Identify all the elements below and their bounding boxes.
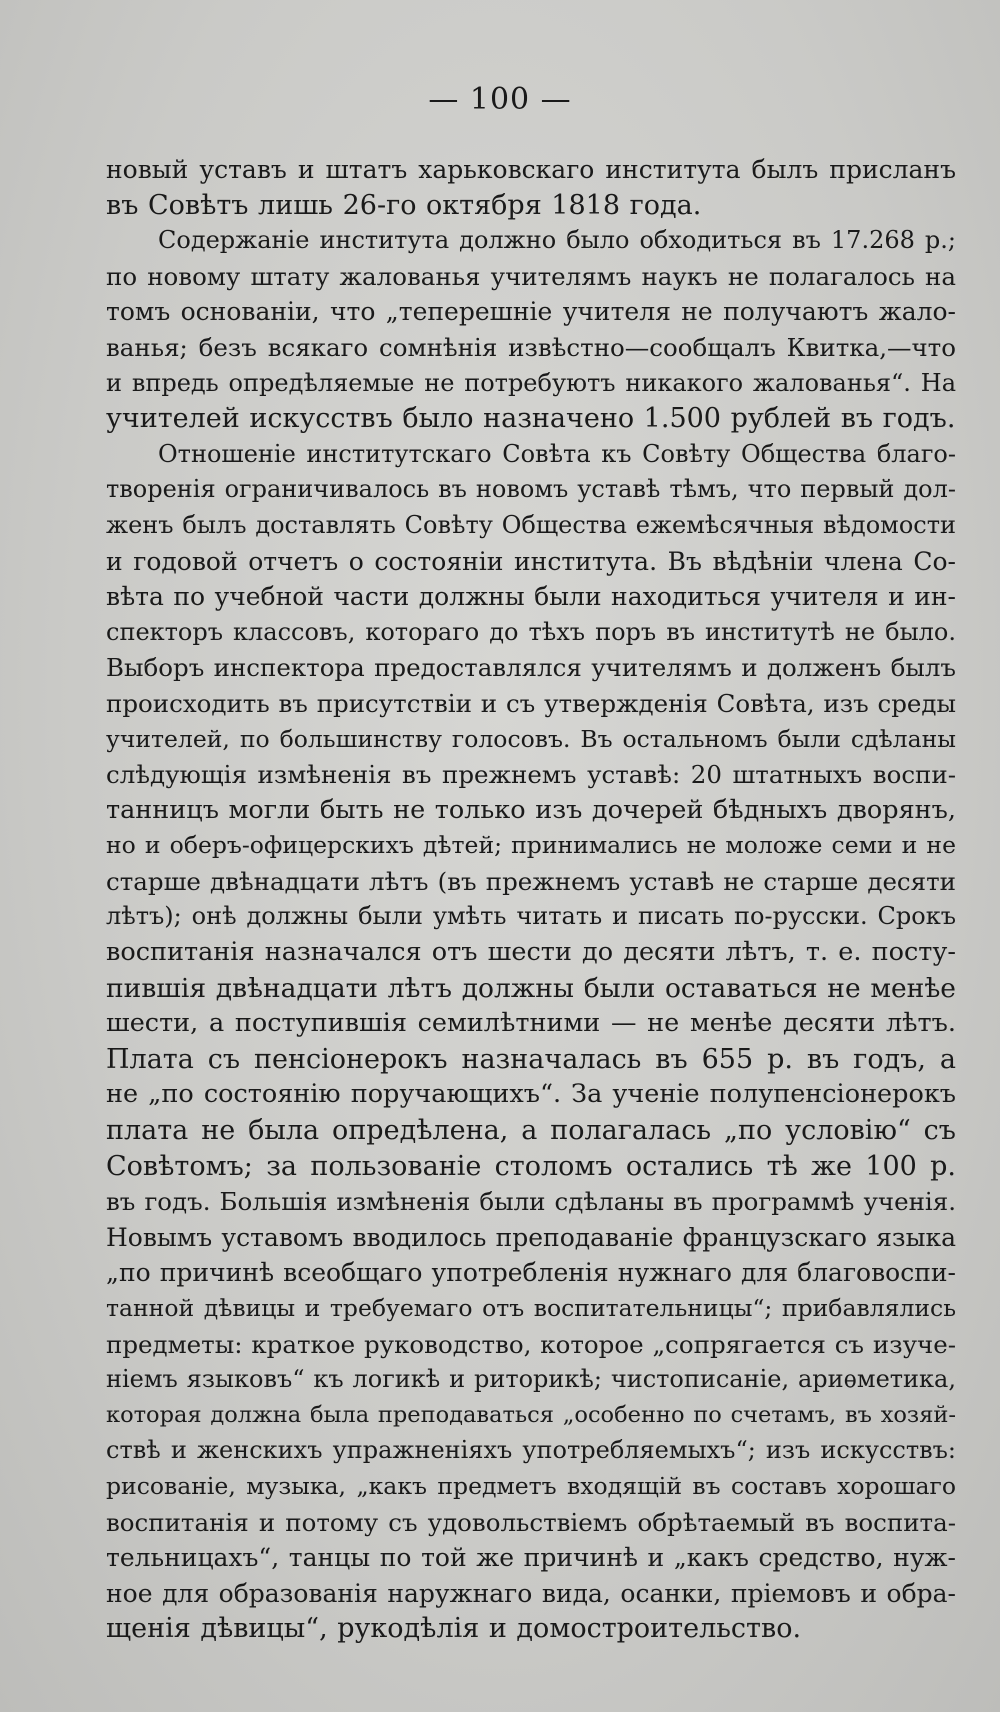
text-line: шести, а поступившія семилѣтними — не менѣе десяти лѣтъ.: [106, 1008, 956, 1039]
text-line: и годовой отчетъ о состояніи института. Въ вѣдѣніи члена Со-: [106, 546, 956, 576]
text-line: Плата съ пенсіонерокъ назначалась въ 655 р. въ годъ, а: [106, 1043, 956, 1075]
text-line: старше двѣнадцати лѣтъ (въ прежнемъ уставѣ не старше десяти: [106, 866, 956, 896]
page-number: — 100 —: [428, 82, 572, 117]
text-line: ствѣ и женскихъ упражненіяхъ употребляемыхъ“; изъ искусствъ:: [106, 1436, 956, 1465]
text-line: которая должна была преподаваться „особенно по счетамъ, въ хозяй-: [106, 1401, 956, 1428]
text-line: предметы: краткое руководство, которое „сопрягается съ изуче-: [106, 1329, 956, 1359]
text-line: томъ основаніи, что „теперешніе учителя не получаютъ жало-: [106, 297, 956, 327]
text-line: плата не была опредѣлена, а полагалась „по условію“ съ: [106, 1115, 956, 1147]
text-line: спекторъ классовъ, котораго до тѣхъ поръ въ институтѣ не было.: [106, 617, 956, 646]
text-line: Содержаніе института должно было обходиться въ 17.268 р.;: [158, 226, 956, 255]
text-line: въ Совѣтъ лишь 26-го октября 1818 года.: [106, 189, 702, 221]
text-line: и впредь опредѣляемые не потребуютъ никакого жалованья“. На: [106, 368, 956, 397]
text-line: воспитанія назначался отъ шести до десяти лѣтъ, т. е. посту-: [106, 937, 956, 968]
text-line: Совѣтомъ; за пользованіе столомъ остались тѣ же 100 р.: [106, 1150, 956, 1182]
text-line: учителей, по большинству голосовъ. Въ остальномъ были сдѣланы: [106, 724, 956, 753]
text-line: „по причинѣ всеобщаго употребленія нужнаго для благовоспи-: [106, 1258, 956, 1288]
text-line: въ годъ. Большія измѣненія были сдѣланы въ программѣ ученія.: [106, 1187, 956, 1217]
body-text: [106, 152, 956, 1647]
text-line: тельницахъ“, танцы по той же причинѣ и „какъ средство, нуж-: [106, 1543, 956, 1573]
text-line: Отношеніе институтскаго Совѣта къ Совѣту Общества благо-: [158, 439, 956, 468]
text-line: по новому штату жалованья учителямъ наукъ не полагалось на: [106, 261, 956, 291]
text-line: воспитанія и потому съ удовольствіемъ обрѣтаемый въ воспита-: [106, 1507, 956, 1537]
text-line: Новымъ уставомъ вводилось преподаваніе французскаго языка: [106, 1222, 956, 1252]
text-line: ное для образованія наружнаго вида, осанки, пріемовъ и обра-: [106, 1578, 956, 1608]
text-line: учителей искусствъ было назначено 1.500 рублей въ годъ.: [106, 403, 956, 435]
text-line: щенія дѣвицы“, рукодѣлія и домостроительство.: [106, 1613, 802, 1645]
text-line: новый уставъ и штатъ харьковскаго института былъ присланъ: [106, 155, 956, 184]
text-line: ніемъ языковъ“ къ логикѣ и риторикѣ; чистописаніе, ариѳметика,: [106, 1365, 956, 1394]
text-line: пившія двѣнадцати лѣтъ должны были оставаться не менѣе: [106, 972, 956, 1004]
text-line: слѣдующія измѣненія въ прежнемъ уставѣ: 20 штатныхъ воспи-: [106, 760, 956, 790]
text-line: танницъ могли быть не только изъ дочерей бѣдныхъ дворянъ,: [106, 794, 956, 825]
text-line: творенія ограничивалось въ новомъ уставѣ тѣмъ, что первый дол-: [106, 475, 956, 504]
text-line: рисованіе, музыка, „какъ предметъ входящій въ составъ хорошаго: [106, 1471, 956, 1500]
text-line: танной дѣвицы и требуемаго отъ воспитательницы“; прибавлялись: [106, 1294, 956, 1322]
text-line: лѣтъ); онѣ должны были умѣть читать и писать по-русски. Срокъ: [106, 902, 956, 931]
text-line: происходить въ присутствіи и съ утвержденія Совѣта, изъ среды: [106, 688, 956, 718]
text-line: не „по состоянію поручающихъ“. За ученіе полупенсіонерокъ: [106, 1079, 956, 1110]
text-line: ванья; безъ всякаго сомнѣнія извѣстно—сообщалъ Квитка,—что: [106, 332, 956, 362]
text-line: Выборъ инспектора предоставлялся учителямъ и долженъ былъ: [106, 653, 956, 683]
text-line: но и оберъ-офицерскихъ дѣтей; принимались не моложе семи и не: [106, 831, 956, 860]
text-line: женъ былъ доставлять Совѣту Общества ежемѣсячныя вѣдомости: [106, 510, 956, 539]
text-line: вѣта по учебной части должны были находиться учителя и ин-: [106, 582, 956, 612]
